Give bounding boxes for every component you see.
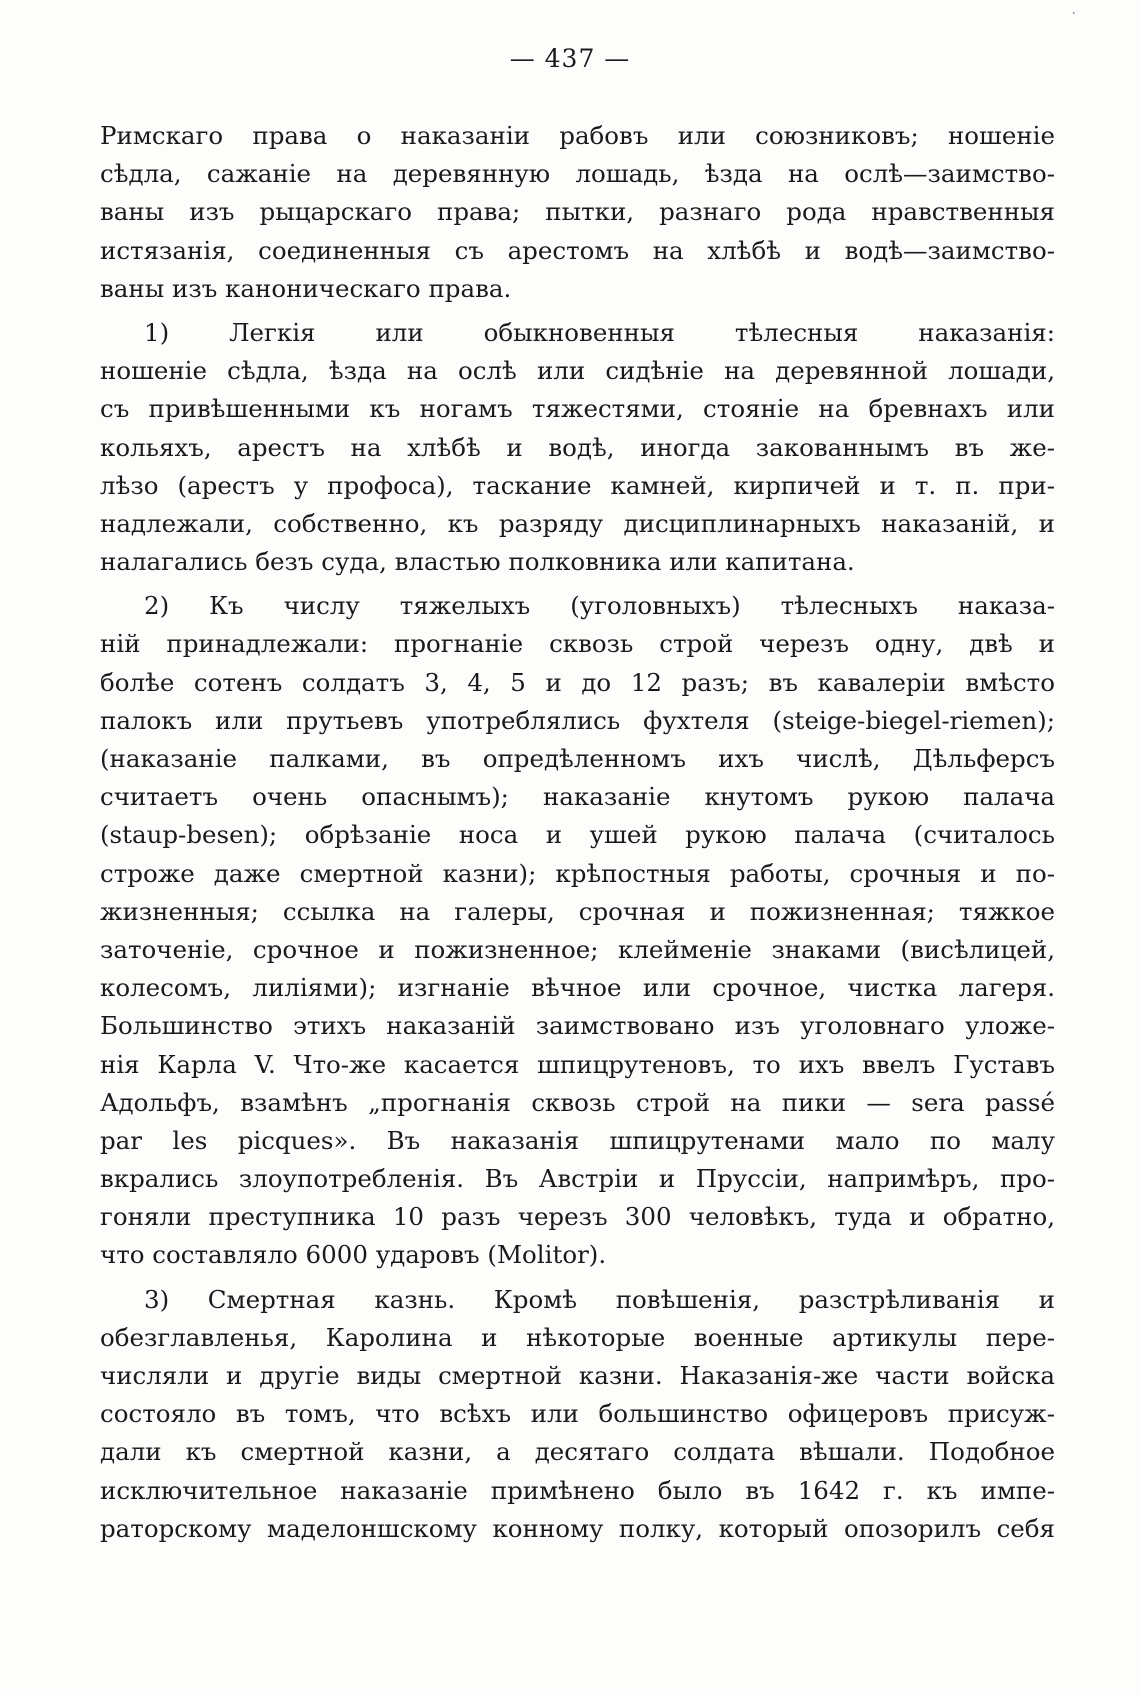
- text-line: par les picques». Въ наказанiя шпицрутенами мало по малу: [100, 1125, 1055, 1155]
- text-line: что составляло 6000 ударовъ (Molitor).: [100, 1240, 607, 1270]
- paragraph-2: [100, 314, 1055, 581]
- text-line: (staup-besen); обрѣзанiе носа и ушей рукою палача (считалось: [100, 820, 1055, 850]
- text-line: 3) Смертная казнь. Кромѣ повѣшенiя, разстрѣливанiя и: [144, 1284, 1055, 1314]
- text-line: жизненныя; ссылка на галеры, срочная и пожизненная; тяжкое: [100, 896, 1055, 926]
- text-line: сѣдла, сажанiе на деревянную лошадь, ѣзда на ослѣ—заимство-: [100, 159, 1055, 189]
- text-line: гоняли преступника 10 разъ черезъ 300 человѣкъ, туда и обратно,: [100, 1202, 1055, 1232]
- corner-mark: ·: [1071, 6, 1076, 22]
- text-line: съ привѣшенными къ ногамъ тяжестями, стоянiе на бревнахъ или: [100, 394, 1055, 424]
- paragraph-3: [100, 587, 1055, 1274]
- text-line: (наказанiе палками, въ опредѣленномъ ихъ числѣ, Дѣльферсъ: [100, 744, 1055, 773]
- text-line: состояло въ томъ, что всѣхъ или большинство офицеровъ присуж-: [100, 1399, 1055, 1429]
- text-line: болѣе сотенъ солдатъ 3, 4, 5 и до 12 разъ; въ кавалерiи вмѣсто: [100, 667, 1055, 697]
- text-line: обезглавленья, Каролина и нѣкоторые военные артикулы пере-: [100, 1322, 1055, 1352]
- text-line: Адольфъ, взамѣнъ „прогнанiя сквозь строй на пики — sera passé: [100, 1087, 1055, 1117]
- text-line: лѣзо (арестъ у профоса), таскание камней, кирпичей и т. п. при-: [100, 470, 1055, 500]
- text-line: раторскому маделоншскому конному полку, который опозорилъ себя: [100, 1513, 1055, 1543]
- text-line: исключительное наказанiе примѣнено было въ 1642 г. къ импе-: [100, 1475, 1055, 1505]
- text-line: ваны изъ каноническаго права.: [100, 273, 512, 303]
- text-line: строже даже смертной казни); крѣпостныя работы, срочныя и по-: [100, 858, 1055, 888]
- text-line: истязанiя, соединенныя съ арестомъ на хлѣбѣ и водѣ—заимство-: [100, 235, 1055, 265]
- body-text: [100, 117, 1055, 1548]
- text-line: вкрались злоупотребленiя. Въ Австрiи и Пруссiи, напримѣръ, про-: [100, 1164, 1055, 1194]
- paragraph-4: [100, 1281, 1055, 1548]
- text-line: числяли и другiе виды смертной казни. Наказанiя-же части войска: [100, 1361, 1055, 1390]
- page-number: — 437 —: [509, 44, 631, 73]
- text-line: Большинство этихъ наказанiй заимствовано изъ уголовнаго уложе-: [100, 1011, 1055, 1041]
- text-line: дали къ смертной казни, а десятаго солдата вѣшали. Подобное: [100, 1437, 1055, 1467]
- text-line: колесомъ, лилiями); изгнанiе вѣчное или срочное, чистка лагеря.: [100, 973, 1055, 1003]
- text-line: заточенiе, срочное и пожизненное; клейменiе знаками (висѣлицей,: [100, 934, 1055, 964]
- text-line: нiя Карла V. Что-же касается шпицрутеновъ, то ихъ ввелъ Густавъ: [100, 1049, 1055, 1079]
- text-line: ваны изъ рыцарскаго права; пытки, разнаго рода нравственныя: [100, 197, 1055, 227]
- text-line: кольяхъ, арестъ на хлѣбѣ и водѣ, иногда закованнымъ въ же-: [100, 432, 1055, 462]
- text-line: надлежали, собственно, къ разряду дисциплинарныхъ наказанiй, и: [100, 508, 1055, 538]
- paragraph-1: [100, 117, 1055, 308]
- text-line: ношенiе сѣдла, ѣзда на ослѣ или сидѣнiе на деревянной лошади,: [100, 356, 1055, 386]
- text-line: налагались безъ суда, властью полковника или капитана.: [100, 547, 855, 577]
- text-line: считаетъ очень опаснымъ); наказанiе кнутомъ рукою палача: [100, 782, 1055, 812]
- text-line: 2) Къ числу тяжелыхъ (уголовныхъ) тѣлесныхъ наказа-: [144, 591, 1055, 621]
- text-line: Римскаго права о наказанiи рабовъ или союзниковъ; ношенiе: [100, 121, 1055, 150]
- text-line: 1) Легкiя или обыкновенныя тѣлесныя наказанiя:: [144, 317, 1055, 347]
- text-line: палокъ или прутьевъ употреблялись фухтеля (steige-biegel-riemen);: [100, 705, 1055, 735]
- text-line: нiй принадлежали: прогнанiе сквозь строй черезъ одну, двѣ и: [100, 629, 1055, 659]
